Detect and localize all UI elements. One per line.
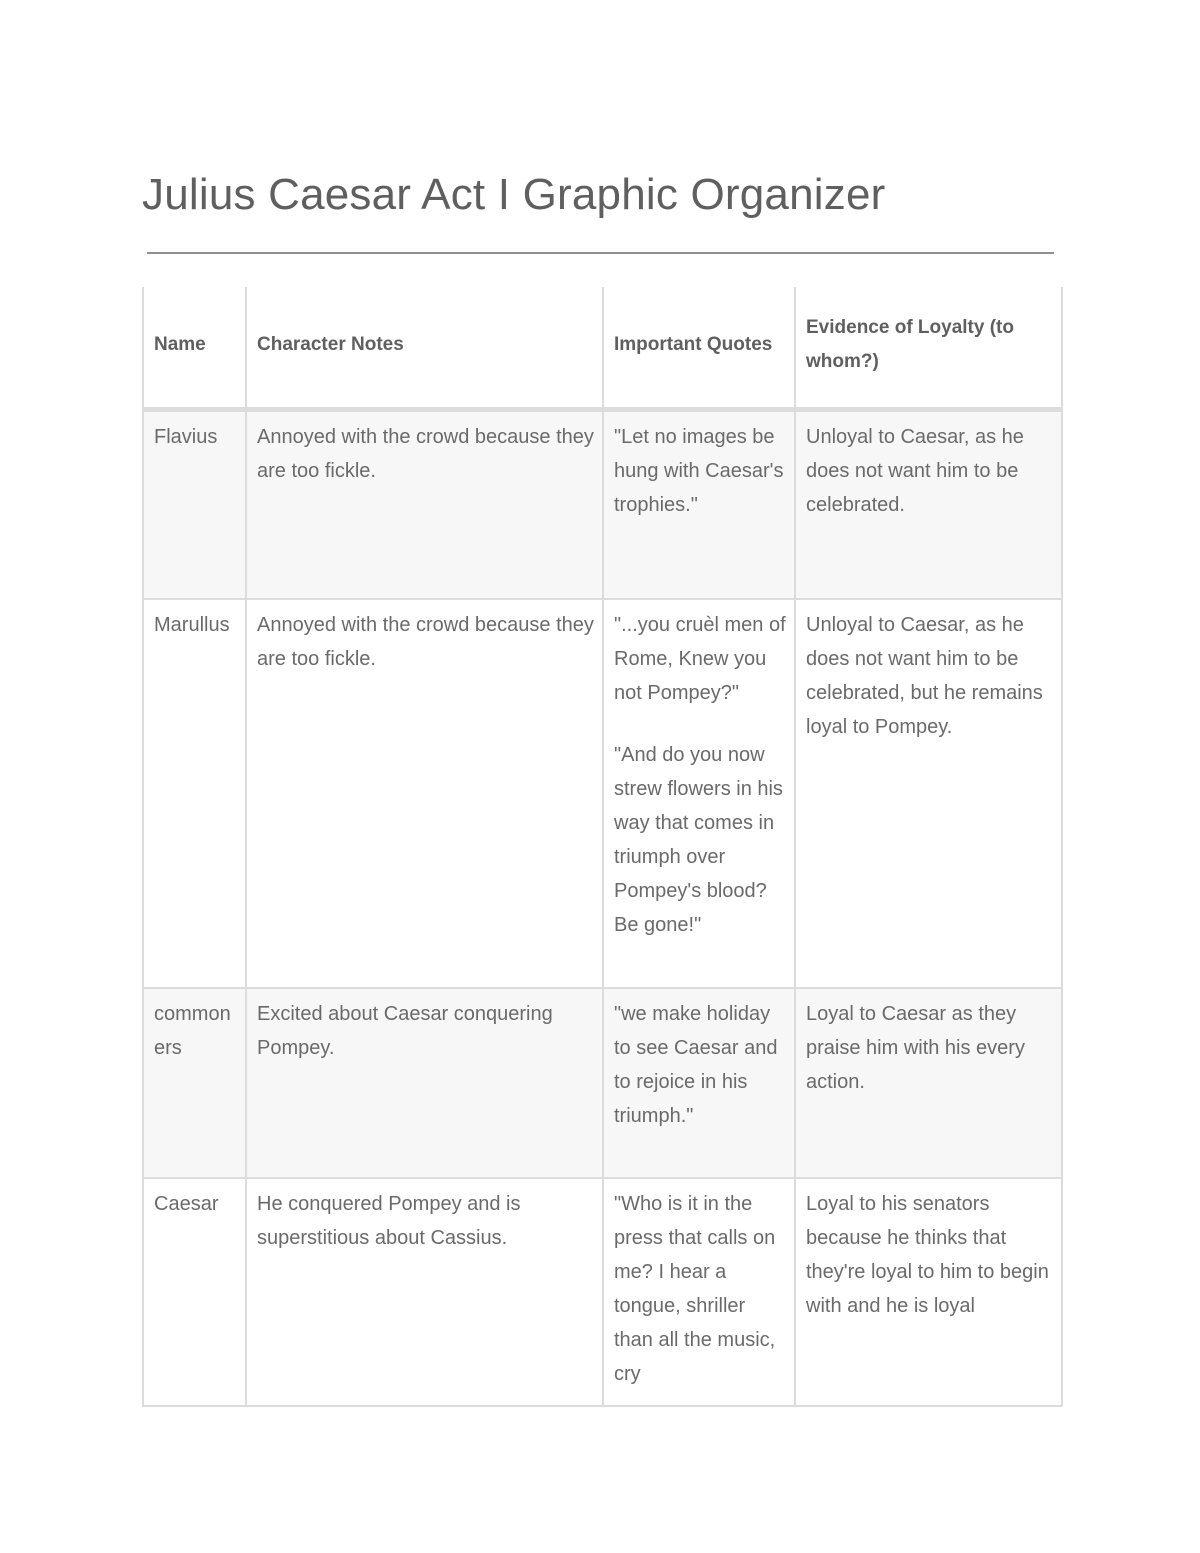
cell-name: Flavius [143,409,246,599]
header-name: Name [143,287,246,409]
title-divider [147,252,1054,254]
document-title: Julius Caesar Act I Graphic Organizer [142,170,886,219]
cell-important-quotes [603,409,795,599]
cell-evidence-of-loyalty: Unloyal to Caesar, as he does not want him to be celebrated, but he remains loyal to Pompey. [795,599,1062,988]
quote: "Who is it in the press that calls on me? I hear a tongue, shriller than all the music, cry [614,1193,776,1385]
cell-name: Marullus [143,599,246,988]
cell-character-notes: Excited about Caesar conquering Pompey. [246,988,603,1178]
table-row [143,988,1062,1178]
quote: "Let no images be hung with Caesar's trophies." [614,425,784,516]
cell-character-notes: Annoyed with the crowd because they are too fickle. [246,409,603,599]
header-character-notes: Character Notes [246,287,603,409]
cell-character-notes: Annoyed with the crowd because they are too fickle. [246,599,603,988]
table-row [143,1178,1062,1406]
quote: "we make holiday to see Caesar and to rejoice in his triumph." [614,1003,778,1127]
cell-evidence-of-loyalty: Loyal to Caesar as they praise him with his every action. [795,988,1062,1178]
cell-important-quotes [603,988,795,1178]
table-header-row [143,287,1062,409]
cell-important-quotes [603,1178,795,1406]
cell-evidence-of-loyalty: Loyal to his senators because he thinks that they're loyal to him to begin with and he is loyal [795,1178,1062,1406]
header-evidence-of-loyalty: Evidence of Loyalty (to whom?) [795,287,1062,409]
cell-name: Caesar [143,1178,246,1406]
table-row [143,599,1062,988]
header-important-quotes: Important Quotes [603,287,795,409]
quote: "...you cruèl men of Rome, Knew you not Pompey?" [614,614,786,704]
cell-evidence-of-loyalty: Unloyal to Caesar, as he does not want him to be celebrated. [795,409,1062,599]
cell-character-notes: He conquered Pompey and is superstitious about Cassius. [246,1178,603,1406]
cell-important-quotes [603,599,795,988]
graphic-organizer-table [142,287,1063,1407]
cell-name: commoners [143,988,246,1178]
quote: "And do you now strew flowers in his way that comes in triumph over Pompey's blood? Be gone!" [614,744,783,936]
table-row [143,409,1062,599]
